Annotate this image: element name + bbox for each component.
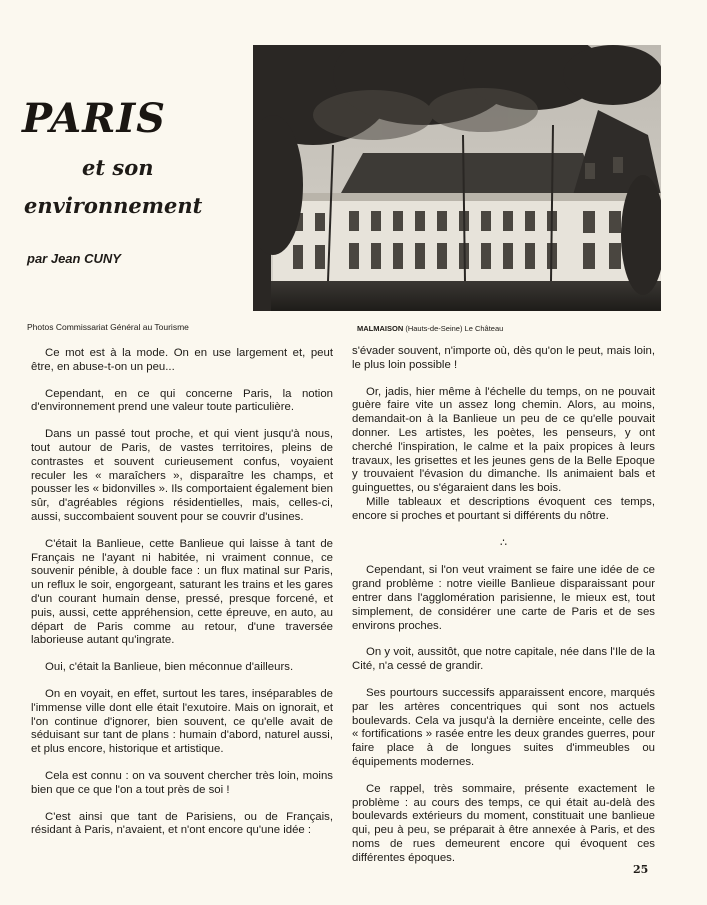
title-line-3: environnement [24, 193, 203, 218]
photo-credit: Photos Commissariat Général au Tourisme [27, 322, 189, 332]
paragraph: Dans un passé tout proche, et qui vient jusqu'à nous, tout autour de Paris, de vastes territoires, pleins de contrastes et souvent curieusement confus, voyaient reculer les « maraîchers », disparaître les champs, et pousser les « bidonvilles ». Ils comportaient également bien sûr, d'agréables régions résidentielles, mais, celles-ci, aussi, succombaient souvent pour se couvrir d'usines. [31, 428, 333, 523]
right-column [352, 345, 655, 879]
photo-caption [357, 324, 503, 333]
caption-detail: (Hauts-de-Seine) Le Château [405, 324, 504, 333]
paragraph: Mille tableaux et descriptions évoquent ces temps, encore si proches et pourtant si différents du nôtre. [352, 495, 655, 522]
paragraph: Cela est connu : on va souvent chercher très loin, moins bien que ce que l'on a tout près de soi ! [31, 769, 333, 796]
chateau-photo [253, 45, 661, 311]
paragraph: s'évader souvent, n'importe où, dès qu'on le peut, mais loin, le plus loin possible ! [352, 345, 655, 371]
paragraph: C'est ainsi que tant de Parisiens, ou de Français, résidant à Paris, n'avaient, et n'ont encore qu'une idée : [31, 810, 333, 837]
page-number: 25 [633, 863, 649, 876]
paragraph: Cependant, si l'on veut vraiment se faire une idée de ce grand problème : notre vieille Banlieue disparaissant pour entrer dans l'agglomération parisienne, le mieux est, tout simplement, de considérer une carte de Paris et de ses environs proches. [352, 564, 655, 632]
paragraph: Cependant, en ce qui concerne Paris, la notion d'environnement prend une valeur toute particulière. [31, 387, 333, 414]
section-separator: ∴ [500, 536, 507, 549]
caption-place: MALMAISON [357, 324, 404, 333]
byline-prefix: par [27, 251, 51, 266]
title-line-1: PARIS [22, 95, 167, 142]
left-column [31, 347, 333, 851]
paragraph: C'était la Banlieue, cette Banlieue qui laisse à tant de Français ne l'ayant ni habitée, ni vraiment connue, ce souvenir pénible, à double face : un flux matinal sur Paris, un reflux le soir, engorgeant, saturant les trains et les gares d'un courant humain dense, pressé, presque forcené, et puis, aussi, cette appréhension, cette épreuve, en auto, au départ de Paris comme au retour, d'une traversée laborieuse autant qu'ingrate. [31, 537, 333, 647]
byline-author: Jean CUNY [50, 251, 121, 266]
paragraph: Or, jadis, hier même à l'échelle du temps, on ne pouvait guère faire vite un assez long chemin. Alors, au moins, demandait-on à la Banlieue un peu de ce qu'elle pouvait donner. Les artistes, les poètes, les penseurs, y ont cherché l'inspiration, le calme et la paix propices à leurs travaux, les grisettes et les jeunes gens de la Belle Epoque y trouvaient l'évasion du dimanche. Ils animaient bals et guinguettes, ou s'égaraient dans les bois. [352, 385, 655, 495]
paragraph: Ses pourtours successifs apparaissent encore, marqués par les artères concentriques qui sont nos actuels boulevards. Cela va jusqu'à la dernière enceinte, celle des « fortifications » rasée entre les deux grandes guerres, pour faire place à de longues suites d'immeubles ou équipements modernes. [352, 686, 655, 768]
paragraph: Ce mot est à la mode. On en use largement et, peut être, en abuse-t-on un peu... [31, 347, 333, 373]
title-line-2: et son [82, 155, 154, 180]
paragraph: Ce rappel, très sommaire, présente exactement le problème : au cours des temps, ce qui était au-delà des boulevards extérieurs du moment, constituait une banlieue qui, peu à peu, se préparait à être annexée à Paris, et des noms de rues demeurent encore qui évoquent ces différentes époques. [352, 782, 655, 864]
paragraph: Oui, c'était la Banlieue, bien méconnue d'ailleurs. [45, 661, 294, 674]
paragraph: On en voyait, en effet, surtout les tares, inséparables de l'immense ville dont elle était l'exutoire. Mais on ignorait, et l'on continue d'ignorer, bien souvent, ce qu'elle avait de séduisant sur tant de plans : humain d'abord, naturel aussi, et plus encore, historique et artistique. [31, 687, 333, 756]
byline [27, 251, 121, 266]
paragraph: On y voit, aussitôt, que notre capitale, née dans l'Ile de la Cité, n'a cessé de grandir. [352, 646, 655, 673]
